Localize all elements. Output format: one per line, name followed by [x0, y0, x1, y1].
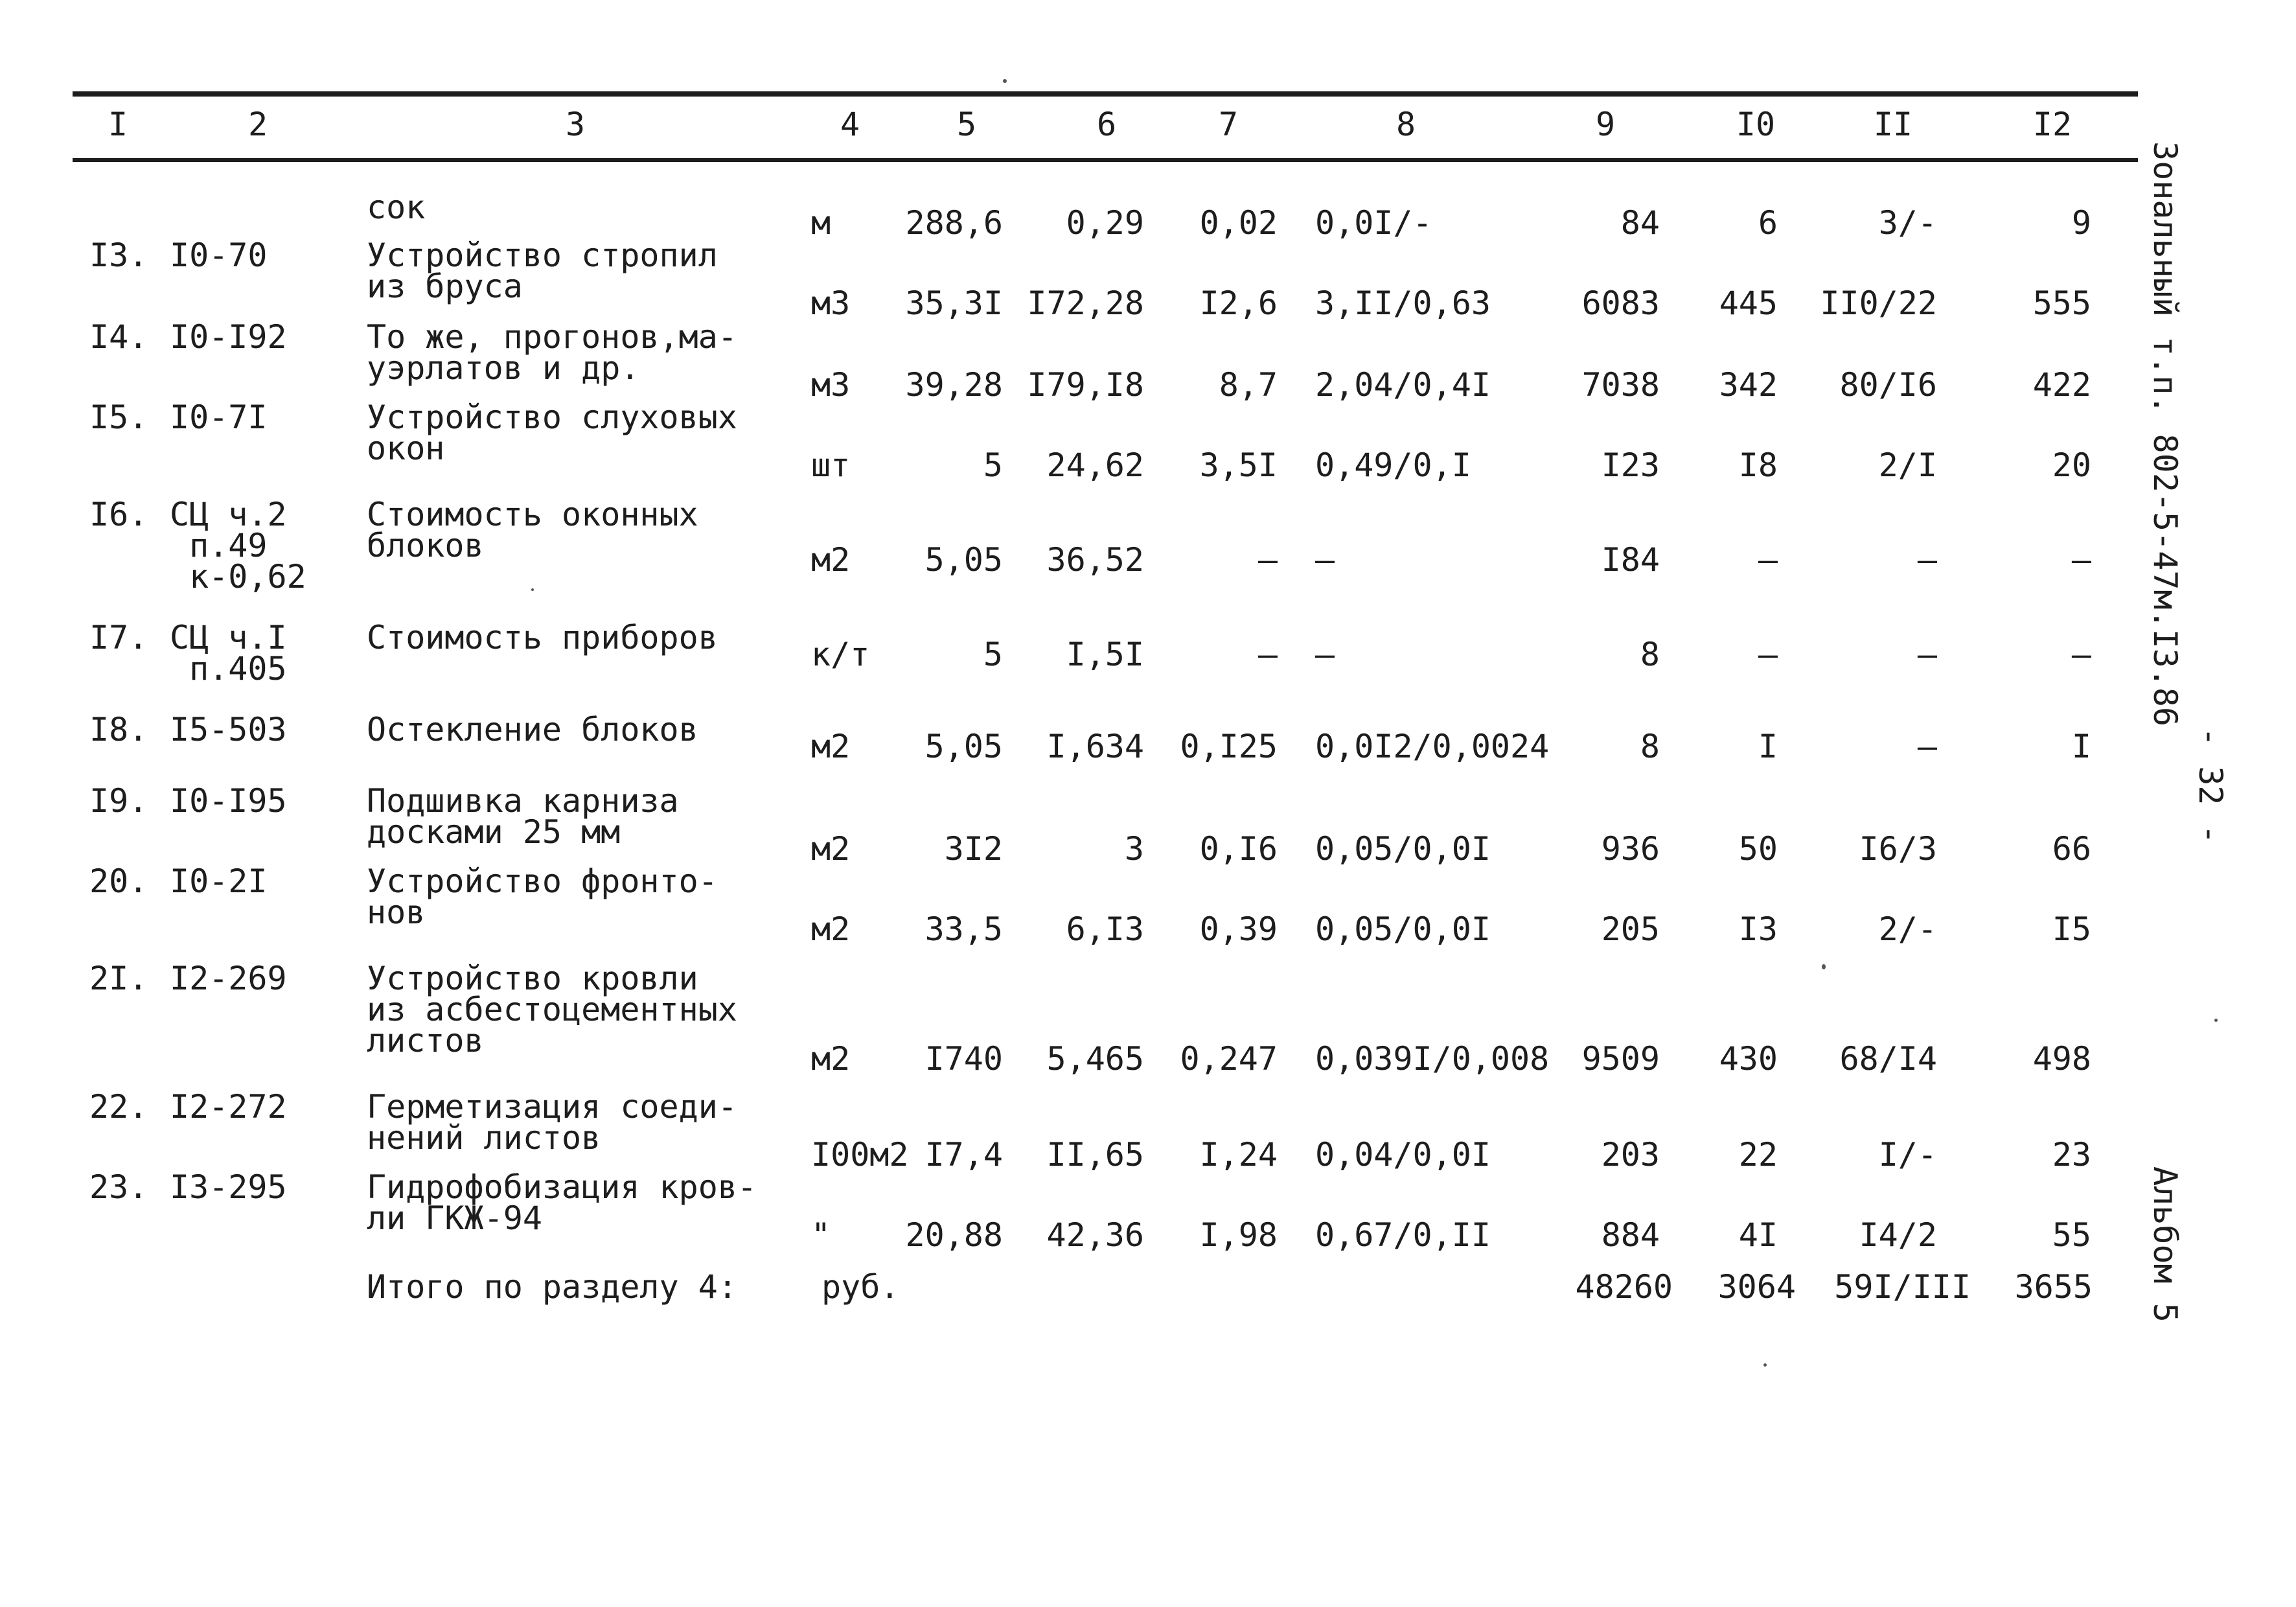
cell-c6: 3 [1124, 830, 1144, 868]
work-name: окон [367, 430, 445, 467]
cell-c10: 445 [1719, 284, 1778, 322]
cell-unit: " [811, 1216, 831, 1254]
column-header: I [108, 106, 128, 143]
work-name: Устройство слуховых [367, 399, 737, 436]
cell-c12: 498 [2032, 1040, 2091, 1078]
rate-code: п.405 [170, 650, 287, 688]
cell-unit: шт [811, 446, 851, 484]
rate-code: I0-70 [170, 237, 268, 274]
cell-c9: I23 [1601, 446, 1660, 484]
scan-speck [1822, 964, 1826, 969]
cell-c12: 55 [2052, 1216, 2091, 1254]
work-name: досками 25 мм [367, 813, 621, 851]
cell-c5: 39,28 [905, 366, 1003, 404]
row-number: I7. [89, 619, 148, 656]
cell-c6: 6,I3 [1066, 910, 1144, 948]
cell-unit: м [811, 204, 831, 242]
cell-c8: 2,04/0,4I [1315, 366, 1491, 404]
cell-unit: м2 [811, 830, 851, 868]
cell-c12: 9 [2071, 204, 2091, 242]
rate-code: I0-2I [170, 862, 268, 900]
cell-c10: 22 [1738, 1136, 1778, 1173]
total-label: Итого по разделу 4: [367, 1268, 737, 1306]
album-label: Альбом 5 [2146, 1166, 2184, 1323]
work-name: Устройство стропил [367, 237, 718, 274]
work-name: Остекление блоков [367, 711, 698, 748]
cell-c11: – [1917, 636, 1937, 673]
cell-c10: 6 [1758, 204, 1778, 242]
total-unit: руб. [821, 1268, 900, 1306]
cell-c7: 0,I25 [1180, 728, 1278, 765]
cell-unit: м2 [811, 910, 851, 948]
cell-unit: I00м2 [811, 1136, 909, 1173]
cell-c9: 203 [1601, 1136, 1660, 1173]
rate-code: I0-7I [170, 399, 268, 436]
column-header: I0 [1736, 106, 1776, 143]
work-name: нов [367, 894, 426, 931]
cell-c12: 555 [2032, 284, 2091, 322]
cell-c8: 0,67/0,II [1315, 1216, 1491, 1254]
cell-c11: II0/22 [1820, 284, 1937, 322]
cell-c7: – [1257, 541, 1278, 579]
cell-c12: – [2071, 636, 2091, 673]
work-name: Устройство кровли [367, 960, 698, 997]
rate-code: I0-I92 [170, 318, 287, 356]
scan-speck [1003, 79, 1007, 83]
rate-code: I0-I95 [170, 782, 287, 820]
scan-speck [1763, 1363, 1767, 1367]
cell-c9: 7038 [1581, 366, 1660, 404]
total-c12: 3655 [2014, 1268, 2093, 1306]
page-number-label: - 32 - [2192, 727, 2229, 844]
cell-unit: м2 [811, 728, 851, 765]
row-number: 22. [89, 1088, 148, 1126]
row-number: I5. [89, 399, 148, 436]
cell-c8: – [1315, 541, 1335, 579]
cell-unit: м2 [811, 1040, 851, 1078]
cell-c11: 2/I [1878, 446, 1937, 484]
cell-c5: I7,4 [924, 1136, 1003, 1173]
row-number: I8. [89, 711, 148, 748]
cell-c5: I740 [924, 1040, 1003, 1078]
cell-c8: 0,04/0,0I [1315, 1136, 1491, 1173]
work-name: из бруса [367, 268, 523, 305]
cell-unit: м3 [811, 366, 851, 404]
cell-c7: I,98 [1199, 1216, 1278, 1254]
project-code-label: Зональный т.п. 802-5-47м.I3.86 [2146, 141, 2184, 727]
cell-c11: I6/3 [1859, 830, 1937, 868]
work-name: Подшивка карниза [367, 782, 679, 820]
scan-speck [531, 588, 534, 591]
work-name: из асбестоцементных [367, 991, 737, 1028]
cell-c5: 288,6 [905, 204, 1003, 242]
column-header: I2 [2032, 106, 2072, 143]
cell-c12: 66 [2052, 830, 2091, 868]
cell-c9: 8 [1640, 636, 1660, 673]
row-number: I9. [89, 782, 148, 820]
cell-c12: I [2071, 728, 2091, 765]
cell-c9: 84 [1620, 204, 1660, 242]
cell-c12: 20 [2052, 446, 2091, 484]
column-header: 3 [565, 106, 586, 143]
column-header: 8 [1395, 106, 1416, 143]
cell-c6: I79,I8 [1027, 366, 1144, 404]
cell-c10: – [1758, 541, 1778, 579]
cell-c12: 422 [2032, 366, 2091, 404]
work-name: сок [367, 189, 426, 226]
work-name: уэрлатов и др. [367, 349, 640, 387]
cell-c9: 8 [1640, 728, 1660, 765]
rate-code: СЦ ч.I [170, 619, 287, 656]
work-name: нений листов [367, 1119, 601, 1157]
rate-code: к-0,62 [170, 558, 306, 595]
column-header: 5 [956, 106, 977, 143]
cell-c10: 50 [1738, 830, 1778, 868]
cell-c11: – [1917, 728, 1937, 765]
cell-c12: I5 [2052, 910, 2091, 948]
total-c10: 3064 [1717, 1268, 1796, 1306]
work-name: Стоимость приборов [367, 619, 718, 656]
cell-c12: 23 [2052, 1136, 2091, 1173]
cell-c7: 0,247 [1180, 1040, 1278, 1078]
cell-c8: 0,039I/0,008 [1315, 1040, 1550, 1078]
cell-c6: 0,29 [1066, 204, 1144, 242]
row-number: 2I. [89, 960, 148, 997]
cell-c10: 4I [1738, 1216, 1778, 1254]
cell-c6: I,5I [1066, 636, 1144, 673]
cell-c9: 9509 [1581, 1040, 1660, 1078]
column-header: 9 [1595, 106, 1616, 143]
cell-c7: – [1257, 636, 1278, 673]
cell-c11: I4/2 [1859, 1216, 1937, 1254]
cell-c7: 0,39 [1199, 910, 1278, 948]
row-number: I3. [89, 237, 148, 274]
total-c9: 48260 [1575, 1268, 1673, 1306]
cell-c11: 2/- [1878, 910, 1937, 948]
cell-c5: 5 [983, 636, 1003, 673]
cell-c12: – [2071, 541, 2091, 579]
cell-c10: I3 [1738, 910, 1778, 948]
table-top-rule [73, 91, 2138, 97]
work-name: То же, прогонов,ма- [367, 318, 737, 356]
rate-code: п.49 [170, 527, 268, 564]
cell-c5: 35,3I [905, 284, 1003, 322]
rate-code: I3-295 [170, 1168, 287, 1206]
cell-c7: 8,7 [1219, 366, 1278, 404]
work-name: Герметизация соеди- [367, 1088, 737, 1126]
cell-c6: I,634 [1046, 728, 1144, 765]
cell-c11: – [1917, 541, 1937, 579]
cell-c11: 80/I6 [1839, 366, 1937, 404]
table-header-rule [73, 158, 2138, 162]
scan-speck [2214, 1019, 2218, 1022]
cell-c7: I2,6 [1199, 284, 1278, 322]
rate-code: I5-503 [170, 711, 287, 748]
cell-c7: I,24 [1199, 1136, 1278, 1173]
cell-c8: 0,05/0,0I [1315, 830, 1491, 868]
cell-c6: 5,465 [1046, 1040, 1144, 1078]
cell-c10: 430 [1719, 1040, 1778, 1078]
cell-c8: – [1315, 636, 1335, 673]
cell-c5: 3I2 [944, 830, 1003, 868]
cell-c9: 6083 [1581, 284, 1660, 322]
row-number: I6. [89, 496, 148, 533]
cell-c10: I8 [1738, 446, 1778, 484]
cell-c6: 36,52 [1046, 541, 1144, 579]
cell-c6: I72,28 [1027, 284, 1144, 322]
work-name: Стоимость оконных [367, 496, 698, 533]
work-name: листов [367, 1022, 484, 1059]
work-name: Устройство фронто- [367, 862, 718, 900]
cell-c6: 24,62 [1046, 446, 1144, 484]
cell-c9: 205 [1601, 910, 1660, 948]
cell-c9: 936 [1601, 830, 1660, 868]
cell-c10: I [1758, 728, 1778, 765]
cell-c5: 5,05 [924, 541, 1003, 579]
cell-c9: 884 [1601, 1216, 1660, 1254]
cell-c9: I84 [1601, 541, 1660, 579]
rate-code: СЦ ч.2 [170, 496, 287, 533]
column-header: 6 [1096, 106, 1117, 143]
cell-c8: 3,II/0,63 [1315, 284, 1491, 322]
row-number: I4. [89, 318, 148, 356]
row-number: 23. [89, 1168, 148, 1206]
cell-c11: I/- [1878, 1136, 1937, 1173]
work-name: Гидрофобизация кров- [367, 1168, 757, 1206]
cell-c5: 5 [983, 446, 1003, 484]
cell-c7: 0,02 [1199, 204, 1278, 242]
cell-c8: 0,05/0,0I [1315, 910, 1491, 948]
cell-unit: к/т [811, 636, 870, 673]
rate-code: I2-272 [170, 1088, 287, 1126]
total-c11: 59I/III [1834, 1268, 1971, 1306]
cell-unit: м2 [811, 541, 851, 579]
cell-c8: 0,0I/- [1315, 204, 1432, 242]
row-number: 20. [89, 862, 148, 900]
column-header: 4 [840, 106, 860, 143]
work-name: ли ГКЖ-94 [367, 1199, 542, 1237]
cell-c6: 42,36 [1046, 1216, 1144, 1254]
rate-code: I2-269 [170, 960, 287, 997]
cell-c5: 33,5 [924, 910, 1003, 948]
cell-c11: 68/I4 [1839, 1040, 1937, 1078]
cell-c8: 0,49/0,I [1315, 446, 1471, 484]
work-name: блоков [367, 527, 484, 564]
column-header: 2 [247, 106, 268, 143]
cell-c7: 3,5I [1199, 446, 1278, 484]
cell-c8: 0,0I2/0,0024 [1315, 728, 1550, 765]
column-header: 7 [1218, 106, 1239, 143]
cell-c7: 0,I6 [1199, 830, 1278, 868]
column-header: II [1873, 106, 1913, 143]
cell-c6: II,65 [1046, 1136, 1144, 1173]
cell-c5: 5,05 [924, 728, 1003, 765]
cell-c5: 20,88 [905, 1216, 1003, 1254]
cell-unit: м3 [811, 284, 851, 322]
cell-c10: 342 [1719, 366, 1778, 404]
cell-c10: – [1758, 636, 1778, 673]
cell-c11: 3/- [1878, 204, 1937, 242]
